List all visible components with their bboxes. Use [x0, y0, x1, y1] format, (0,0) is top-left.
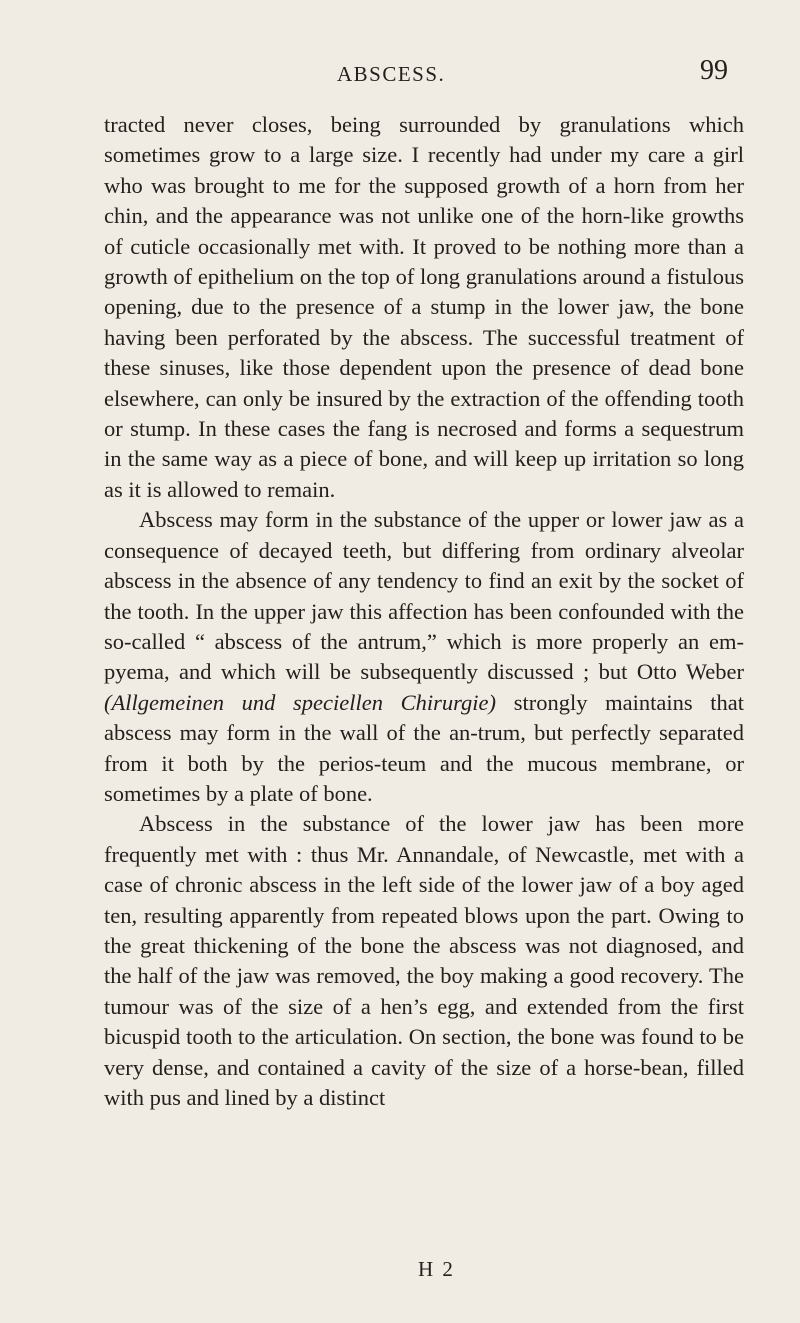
paragraph-1: tracted never closes, being surrounded by granulations which sometimes grow to a large size. I recently had under my care a girl who was brought to me for the supposed growth of a horn from her chin, and the appearance was not unlike one of the horn-like growths of cuticle occasionally met with. It proved to be nothing more than a growth of epithelium on the top of long granulations around a fistulous opening, due to the presence of a stump in the lower jaw, the bone having been perforated by the abscess. The successful treatment of these sinuses, like those dependent upon the presence of dead bone elsewhere, can only be insured by the extraction of the offending tooth or stump. In these cases the fang is necrosed and forms a sequestrum in the same way as a piece of bone, and will keep up irritation so long as it is allowed to remain. [104, 112, 744, 502]
page-number: 99 [700, 55, 728, 86]
running-title: ABSCESS. [337, 62, 446, 86]
paragraph-3: Abscess in the substance of the lower jaw has been more frequently met with : thus Mr. Annandale, of Newcastle, met with a case of chronic abscess in the left side of the lower jaw of a boy aged ten, resulting apparently from repeated blows upon the part. Owing to the great thickening of the bone the abscess was not diagnosed, and the half of the jaw was removed, the boy making a good recovery. The tumour was of the size of a hen’s egg, and extended from the first bicuspid tooth to the articulation. On section, the bone was found to be very dense, and contained a cavity of the size of a horse-bean, filled with pus and lined by a distinct [104, 811, 744, 1110]
body-text [104, 110, 744, 1113]
paragraph-2 [104, 505, 744, 809]
citation: (Allgemeinen und speciellen Chirurgie) [104, 689, 497, 715]
signature-mark: H 2 [418, 1257, 455, 1281]
paragraph-2-text-a: Abscess may form in the substance of the upper or lower jaw as a consequence of decayed teeth, but differing from ordinary alveolar abscess in the absence of any tendency to find an exit by the socket of the tooth. In the upper jaw this affection has been confounded with the so-called “ abscess of the antrum,” which is more properly an em-pyema, and which will be subsequently discussed ; but Otto Weber [104, 507, 744, 685]
paragraph-2-text-b: strongly maintains that abscess may form in the wall of the an-trum, but perfectly separated from it both by the perios-teum and the mucous membrane, or sometimes by a plate of bone. [104, 689, 744, 806]
